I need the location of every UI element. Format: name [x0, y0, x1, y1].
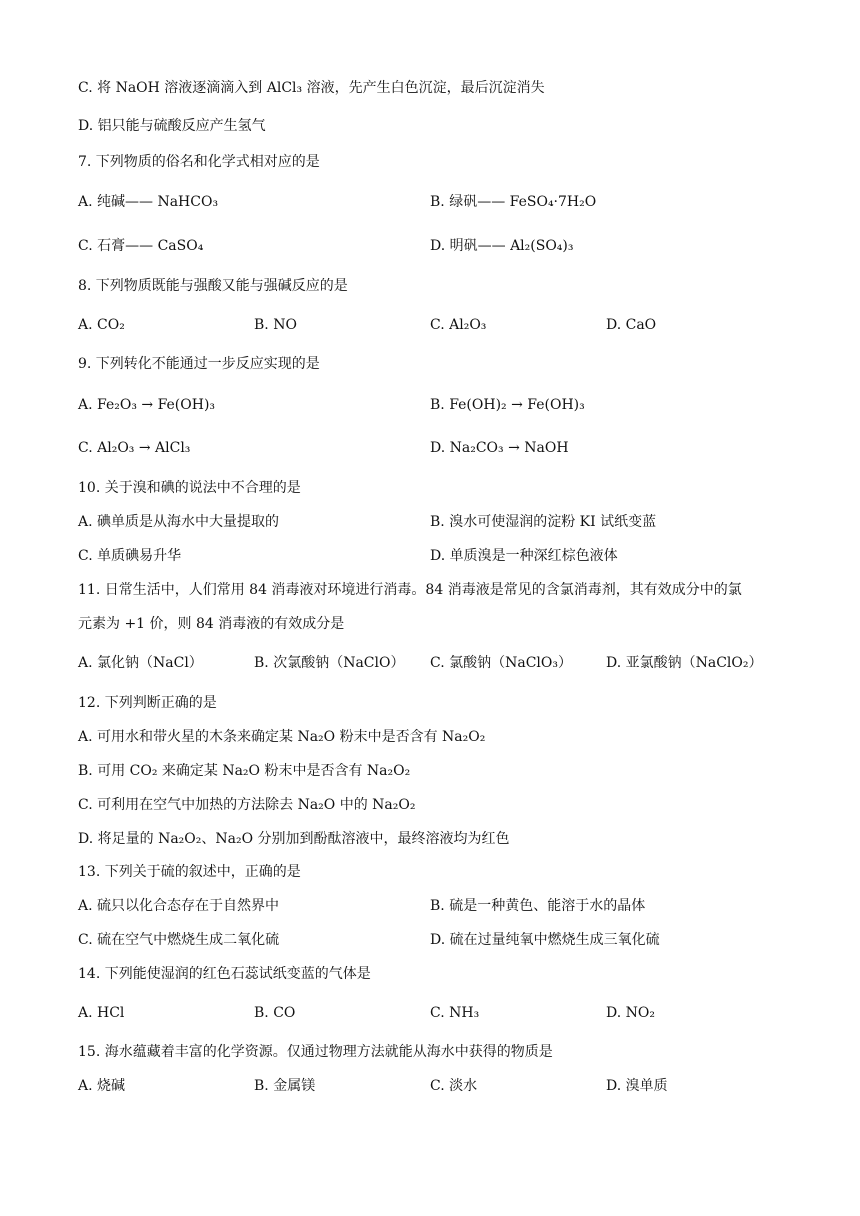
q11-option-b: B. 次氯酸钠（NaClO）	[254, 655, 405, 671]
q13-stem: 13. 下列关于硫的叙述中，正确的是	[78, 864, 301, 880]
q10-option-b: B. 溴水可使湿润的淀粉 KI 试纸变蓝	[430, 514, 657, 530]
q7-option-d: D. 明矾—— Al₂(SO₄)₃	[430, 238, 574, 254]
q6-option-d: D. 铝只能与硫酸反应产生氢气	[78, 118, 266, 134]
q14-option-d: D. NO₂	[606, 1005, 655, 1021]
q9-option-c: C. Al₂O₃ → AlCl₃	[78, 440, 191, 456]
q11-stem-line1: 11. 日常生活中，人们常用 84 消毒液对环境进行消毒。84 消毒液是常见的含氯消毒剂，其有效成分中的氯	[78, 582, 742, 598]
q10-option-c: C. 单质碘易升华	[78, 548, 182, 564]
q14-option-b: B. CO	[254, 1005, 296, 1021]
q12-stem: 12. 下列判断正确的是	[78, 695, 217, 711]
q8-option-a: A. CO₂	[78, 317, 125, 333]
q13-option-d: D. 硫在过量纯氧中燃烧生成三氧化硫	[430, 932, 660, 948]
q10-option-d: D. 单质溴是一种深红棕色液体	[430, 548, 618, 564]
q6-option-c: C. 将 NaOH 溶液逐滴滴入到 AlCl₃ 溶液，先产生白色沉淀，最后沉淀消失	[78, 80, 545, 96]
q13-option-b: B. 硫是一种黄色、能溶于水的晶体	[430, 898, 646, 914]
q9-stem: 9. 下列转化不能通过一步反应实现的是	[78, 356, 320, 372]
q12-option-d: D. 将足量的 Na₂O₂、Na₂O 分别加到酚酞溶液中，最终溶液均为红色	[78, 831, 510, 847]
q10-stem: 10. 关于溴和碘的说法中不合理的是	[78, 480, 301, 496]
q12-option-a: A. 可用水和带火星的木条来确定某 Na₂O 粉末中是否含有 Na₂O₂	[78, 729, 486, 745]
q13-option-c: C. 硫在空气中燃烧生成二氧化硫	[78, 932, 280, 948]
q14-stem: 14. 下列能使湿润的红色石蕊试纸变蓝的气体是	[78, 966, 371, 982]
q12-option-c: C. 可利用在空气中加热的方法除去 Na₂O 中的 Na₂O₂	[78, 797, 416, 813]
q10-option-a: A. 碘单质是从海水中大量提取的	[78, 514, 280, 530]
q8-option-c: C. Al₂O₃	[430, 317, 487, 333]
q15-stem: 15. 海水蕴藏着丰富的化学资源。仅通过物理方法就能从海水中获得的物质是	[78, 1044, 553, 1060]
q9-option-b: B. Fe(OH)₂ → Fe(OH)₃	[430, 397, 585, 413]
q11-stem-line2: 元素为 +1 价，则 84 消毒液的有效成分是	[78, 616, 345, 632]
q11-option-a: A. 氯化钠（NaCl）	[78, 655, 203, 671]
q15-option-a: A. 烧碱	[78, 1078, 126, 1094]
q8-option-b: B. NO	[254, 317, 297, 333]
q8-stem: 8. 下列物质既能与强酸又能与强碱反应的是	[78, 278, 348, 294]
q9-option-a: A. Fe₂O₃ → Fe(OH)₃	[78, 397, 216, 413]
q7-option-a: A. 纯碱—— NaHCO₃	[78, 194, 219, 210]
q7-option-c: C. 石膏—— CaSO₄	[78, 238, 204, 254]
q8-option-d: D. CaO	[606, 317, 657, 333]
q14-option-c: C. NH₃	[430, 1005, 480, 1021]
q7-option-b: B. 绿矾—— FeSO₄·7H₂O	[430, 194, 597, 210]
q15-option-c: C. 淡水	[430, 1078, 478, 1094]
q7-stem: 7. 下列物质的俗名和化学式相对应的是	[78, 154, 320, 170]
q14-option-a: A. HCl	[78, 1005, 125, 1021]
q12-option-b: B. 可用 CO₂ 来确定某 Na₂O 粉末中是否含有 Na₂O₂	[78, 763, 411, 779]
q15-option-d: D. 溴单质	[606, 1078, 668, 1094]
q9-option-d: D. Na₂CO₃ → NaOH	[430, 440, 569, 456]
q13-option-a: A. 硫只以化合态存在于自然界中	[78, 898, 280, 914]
q15-option-b: B. 金属镁	[254, 1078, 316, 1094]
q11-option-d: D. 亚氯酸钠（NaClO₂）	[606, 655, 763, 671]
q11-option-c: C. 氯酸钠（NaClO₃）	[430, 655, 572, 671]
